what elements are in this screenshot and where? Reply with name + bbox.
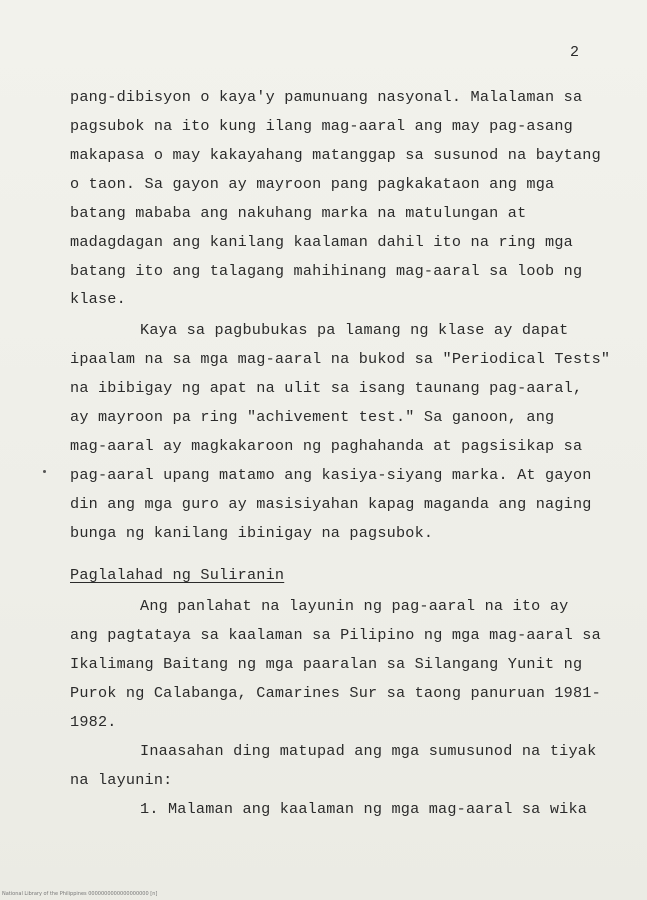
text-line: na layunin: (70, 771, 173, 789)
text-line: batang ito ang talagang mahihinang mag-aaral sa loob ng (70, 262, 583, 280)
text-line: klase. (70, 290, 126, 308)
text-line: makapasa o may kakayahang matanggap sa susunod na baytang (70, 146, 601, 164)
text-line: pang-dibisyon o kaya'y pamunuang nasyonal. Malalaman sa (70, 88, 583, 106)
text-line: na ibibigay ng apat na ulit sa isang taunang pag-aaral, (70, 379, 583, 397)
text-line: ang pagtataya sa kaalaman sa Pilipino ng mga mag-aaral sa (70, 626, 601, 644)
text-line: Kaya sa pagbubukas pa lamang ng klase ay dapat (140, 321, 569, 339)
text-line: mag-aaral ay magkakaroon ng paghahanda at pagsisikap sa (70, 437, 583, 455)
text-line: Purok ng Calabanga, Camarines Sur sa taong panuruan 1981- (70, 684, 601, 702)
text-line: bunga ng kanilang ibinigay na pagsubok. (70, 524, 434, 542)
text-line: Ikalimang Baitang ng mga paaralan sa Silangang Yunit ng (70, 655, 583, 673)
page-number: 2 (570, 44, 580, 61)
text-line: o taon. Sa gayon ay mayroon pang pagkakataon ang mga (70, 175, 555, 193)
text-line: ay mayroon pa ring "achivement test." Sa ganoon, ang (70, 408, 555, 426)
text-line: din ang mga guro ay masisiyahan kapag maganda ang naging (70, 495, 592, 513)
text-line: Ang panlahat na layunin ng pag-aaral na ito ay (140, 597, 569, 615)
text-line: pagsubok na ito kung ilang mag-aaral ang may pag-asang (70, 117, 573, 135)
list-item: 1. Malaman ang kaalaman ng mga mag-aaral sa wika (140, 800, 588, 818)
text-line: madagdagan ang kanilang kaalaman dahil ito na ring mga (70, 233, 573, 251)
text-line: pag-aaral upang matamo ang kasiya-siyang marka. At gayon (70, 466, 592, 484)
text-line: batang mababa ang nakuhang marka na matulungan at (70, 204, 527, 222)
stray-mark (43, 470, 46, 473)
section-heading: Paglalahad ng Suliranin (70, 566, 285, 584)
text-line: Inaasahan ding matupad ang mga sumusunod na tiyak (140, 742, 597, 760)
text-line: 1982. (70, 713, 117, 731)
scan-footer: National Library of the Philippines 0000000000000000000 [n] (2, 891, 158, 897)
text-line: ipaalam na sa mga mag-aaral na bukod sa "Periodical Tests" (70, 350, 611, 368)
